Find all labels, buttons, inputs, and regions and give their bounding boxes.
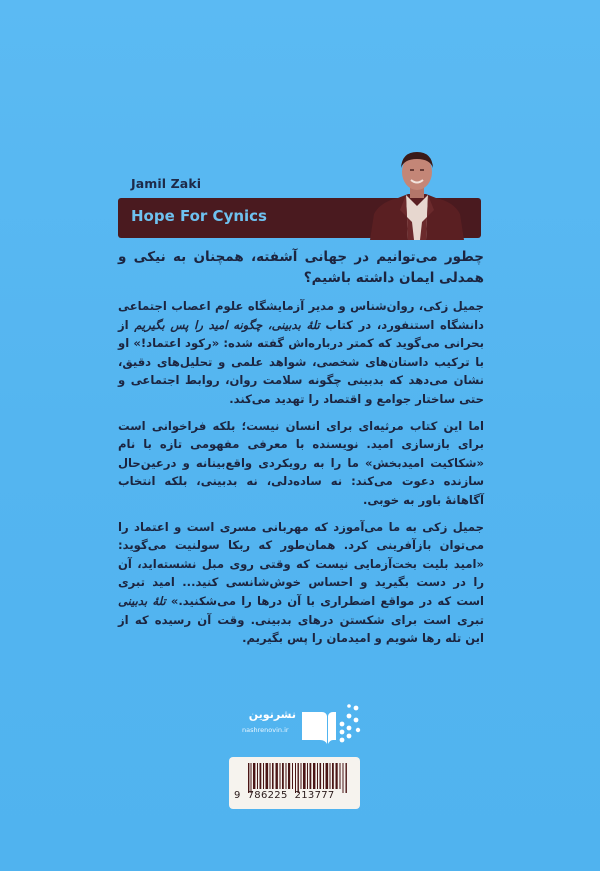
book-persian-title: تلهٔ بدبینی، چگونه امید را پس بگیریم [134,317,320,332]
blurb-paragraph-3 [118,518,484,648]
isbn-group-1: 786225 [247,790,288,801]
blurb [118,247,484,656]
blurb-text: از بحرانی می‌گوید که کمتر درباره‌اش گفته شده: «رکود اعتماد!» او با ترکیب داستان‌های شخصی، شواهد علمی و تحلیل‌های دقیق، نشان می‌دهد که بدبینی چگونه سلامت روان، روابط اجتماعی و حتی ساختار جوامع و اقتصاد را تهدید می‌کند. [118,317,484,406]
book-title: Hope For Cynics [131,207,267,225]
publisher-name: نشرنوین [248,708,296,721]
blurb-paragraph-1 [118,297,484,409]
book-persian-title: تلهٔ بدبینی [118,593,166,608]
blurb-lead-question: چطور می‌توانیم در جهانی آشفته، همچنان به نیکی و همدلی ایمان داشته باشیم؟ [118,249,484,286]
blurb-text: جمیل زکی، روان‌شناس و مدیر آزمایشگاه علوم اعصاب اجتماعی دانشگاه استنفورد، در کتاب [118,299,484,332]
publisher-logo-icon [300,702,362,746]
author-portrait [368,148,466,240]
publisher-url: nashrenovin.ir [242,726,289,734]
barcode-bars-icon [248,763,348,793]
publisher-block [242,700,368,748]
blurb-text: تبری است برای شکستن درهای بدبینی. وقت آن رسیده که از این تله رها شویم و امیدمان را پس بگیریم. [118,612,484,646]
isbn-group-2: 213777 [294,790,335,801]
isbn-number [234,790,354,801]
blurb-text: جمیل زکی به ما می‌آموزد که مهربانی مسری است و اعتماد را می‌توان بازآفرینی کرد. همان‌طور که ربکا سولنیت می‌گوید: «امید بلیت بخت‌آزمایی نیست که وقتی روی مبل نشسته‌اید، آن را در دست بگیرید و احساس خوش‌شانسی کنید... امید تبری است که در مواقع اضطراری با آن درها را می‌شکنید.» [118,519,484,608]
isbn-prefix: 9 [234,790,241,801]
isbn-barcode [229,757,360,809]
author-name: Jamil Zaki [131,176,202,191]
blurb-paragraph-2: اما این کتاب مرثیه‌ای برای انسان نیست؛ بلکه فراخوانی است برای بازسازی امید. نویسنده با معرفی مفهومی تازه با نام «شکاکیت امیدبخش» ما را به رویکردی واقع‌بینانه و درعین‌حال سازنده دعوت می‌کند: نه ساده‌دلی، نه بدبینی، بلکه انتخاب آگاهانهٔ باور به خوبی. [118,418,484,507]
